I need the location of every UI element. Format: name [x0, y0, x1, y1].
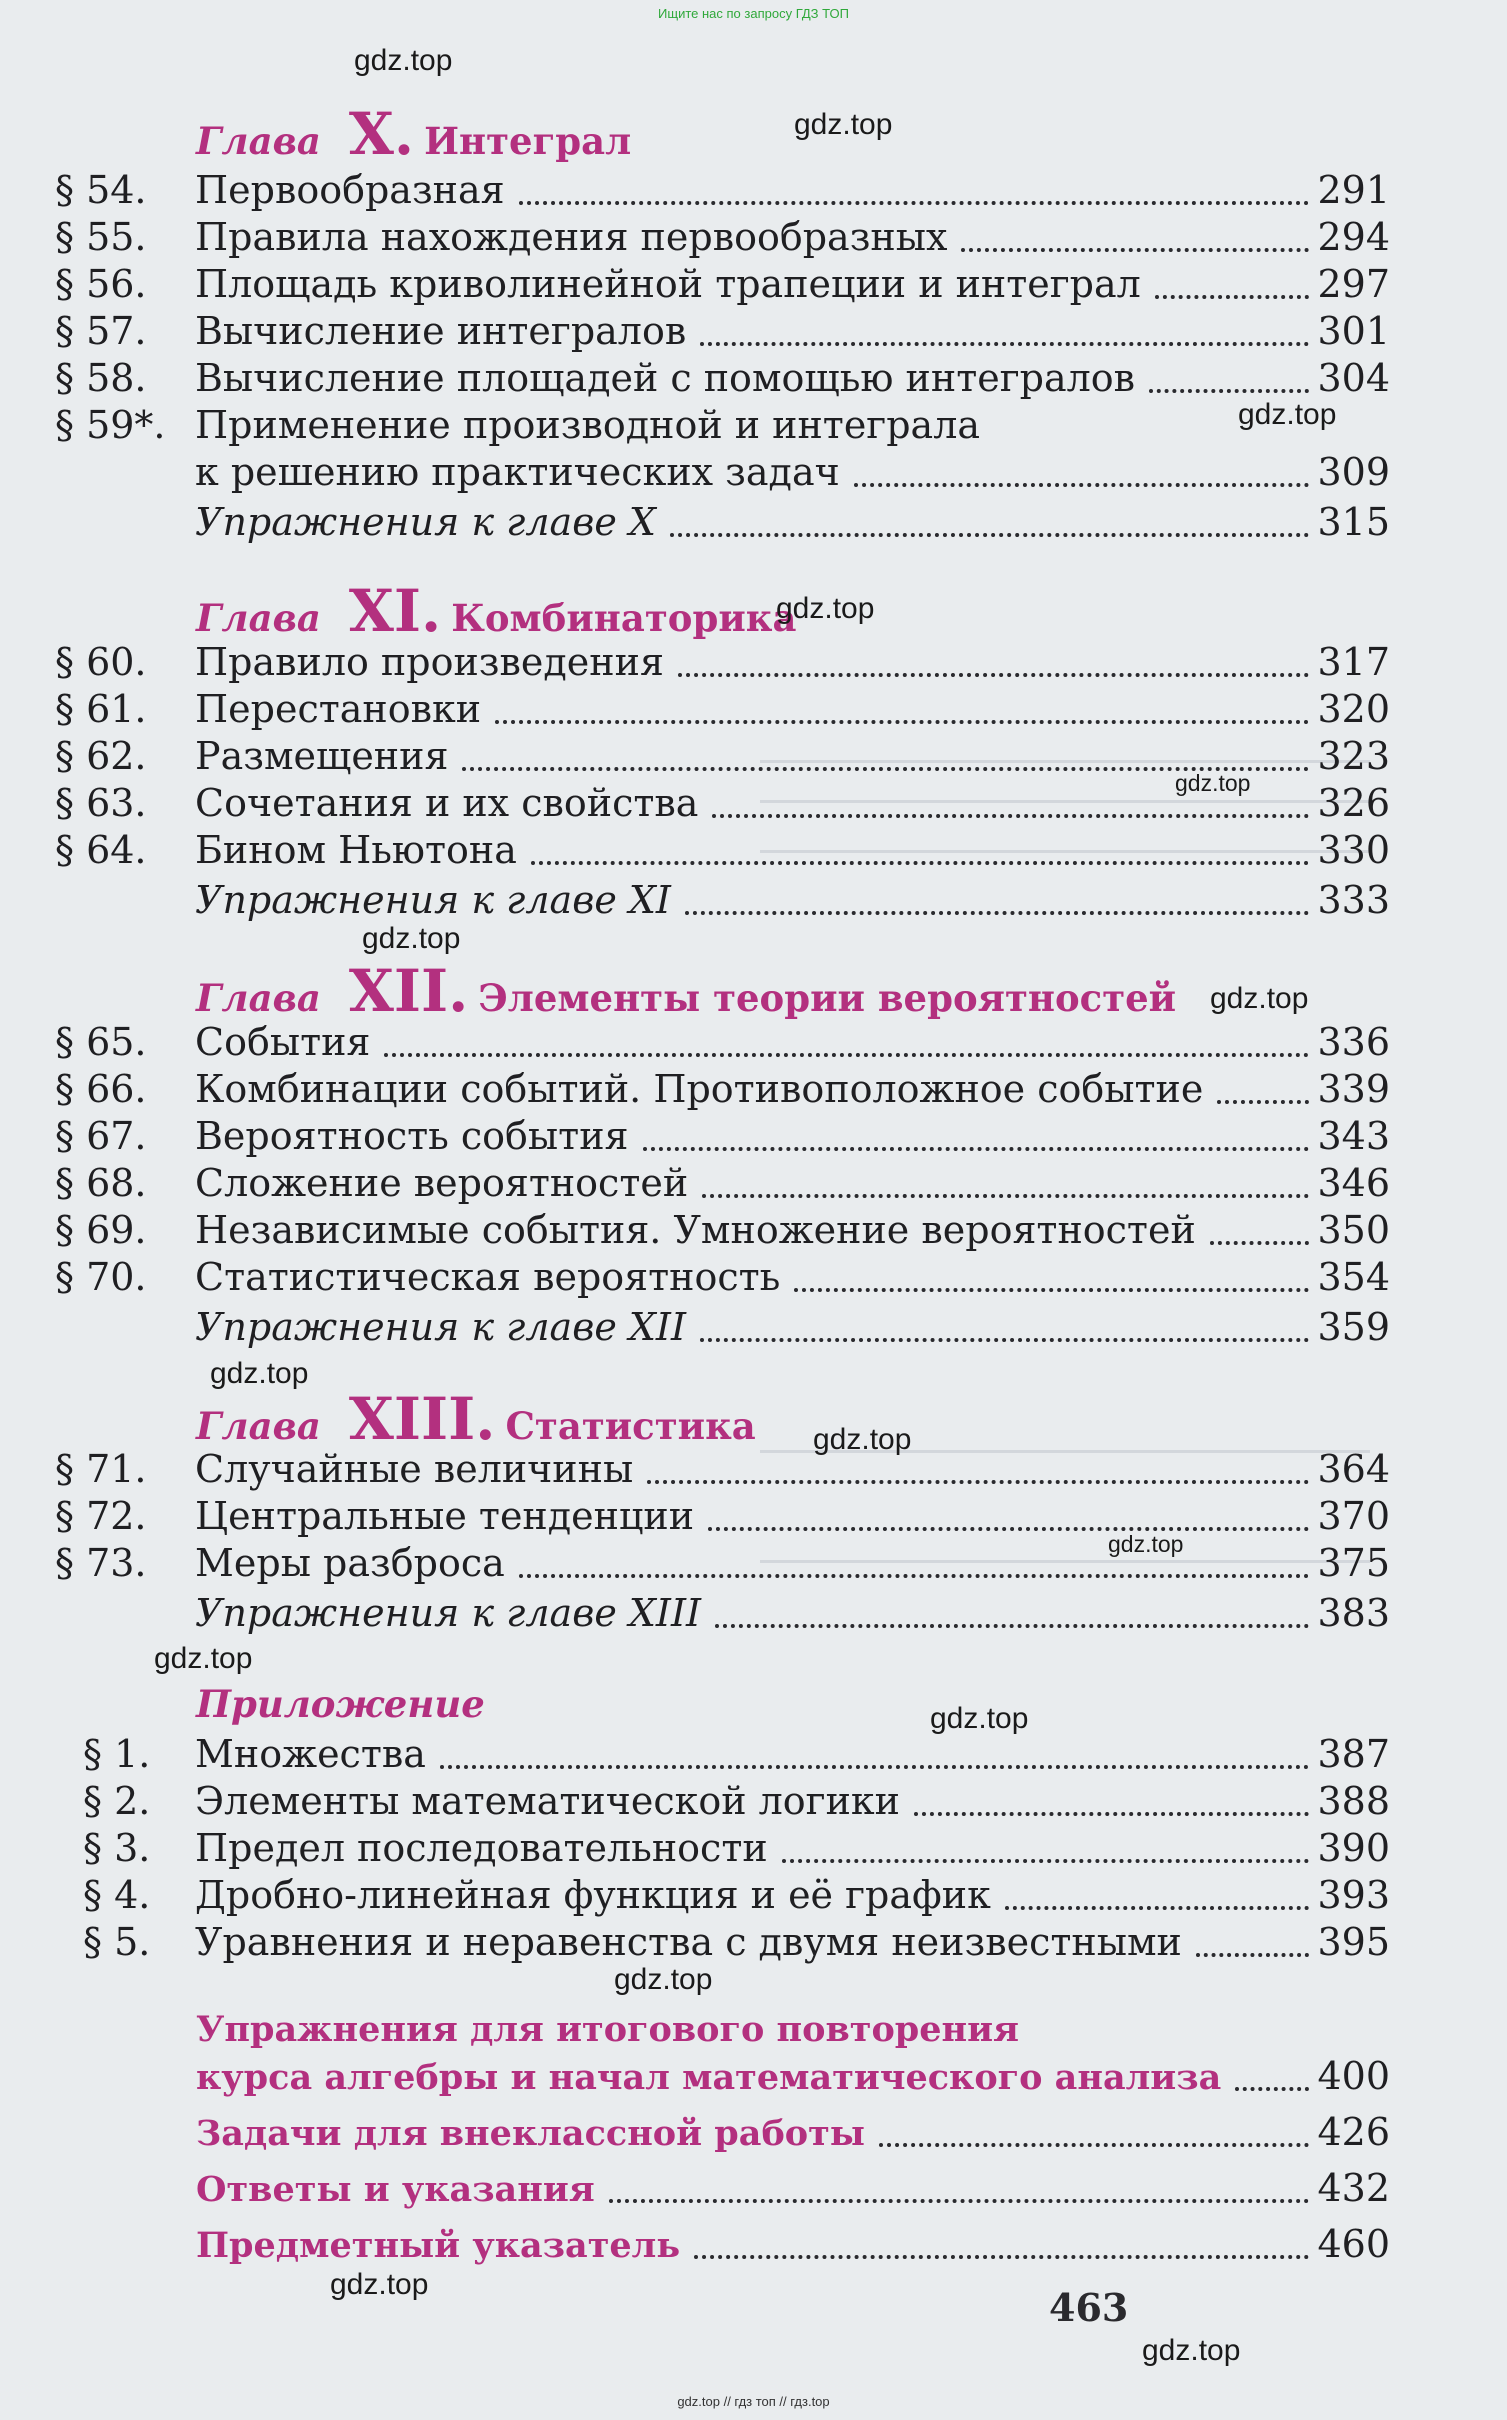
toc-entry[interactable]: [55, 450, 1390, 496]
toc-entry[interactable]: [55, 878, 1390, 924]
dot-leader: [708, 1523, 1309, 1531]
dot-leader: [519, 1570, 1310, 1578]
dot-leader: [440, 1761, 1310, 1769]
page-number-footer: 463: [1049, 2285, 1129, 2330]
section-number: § 55.: [55, 215, 147, 259]
watermark: gdz.top: [1238, 398, 1337, 431]
appendix-heading: Приложение: [196, 1682, 485, 1726]
watermark: gdz.top: [1175, 770, 1251, 796]
entry-title: Сочетания и их свойства: [195, 781, 699, 825]
entry-title: Множества: [195, 1732, 426, 1776]
dot-leader: [384, 1049, 1309, 1057]
dot-leader: [678, 669, 1310, 677]
section-number: § 57.: [55, 309, 147, 353]
entry-title: Уравнения и неравенства с двумя неизвестными: [195, 1920, 1182, 1964]
chapter-title: Интеграл: [424, 119, 632, 163]
entry-title: Площадь криволинейной трапеции и интеграл: [195, 262, 1141, 306]
section-number: § 70.: [55, 1255, 147, 1299]
dot-leader: [1005, 1902, 1310, 1910]
page-number: 343: [1317, 1114, 1390, 1158]
entry-title: Ответы и указания: [196, 2169, 595, 2210]
section-number: § 61.: [55, 687, 147, 731]
toc-entry[interactable]: [55, 828, 1390, 874]
page-number: 375: [1317, 1541, 1390, 1585]
entry-title: Дробно-линейная функция и её график: [195, 1873, 991, 1917]
section-number: § 73.: [55, 1541, 147, 1585]
chapter-word: Глава: [196, 1404, 321, 1448]
section-number: § 3.: [83, 1826, 151, 1870]
chapter-numeral: XII.: [348, 957, 469, 1025]
chapter-title: Статистика: [505, 1404, 756, 1448]
dot-leader: [879, 2139, 1310, 2147]
dot-leader: [702, 1190, 1309, 1198]
watermark: gdz.top: [362, 922, 461, 955]
dot-leader: [1196, 1949, 1310, 1957]
entry-title: Вычисление интегралов: [195, 309, 687, 353]
page-number: 304: [1317, 356, 1390, 400]
chapter-numeral: X.: [348, 100, 415, 168]
toc-entry-extracurricular[interactable]: [196, 2110, 1390, 2156]
page-number: 297: [1317, 262, 1390, 306]
chapter-heading: [196, 577, 796, 645]
toc-entry[interactable]: [55, 1447, 1390, 1493]
page-number: 339: [1317, 1067, 1390, 1111]
dot-leader: [854, 479, 1310, 487]
section-number: § 62.: [55, 734, 147, 778]
chapter-word: Глава: [196, 119, 321, 163]
section-number: § 71.: [55, 1447, 147, 1491]
watermark: gdz.top: [210, 1357, 309, 1390]
entry-title: Сложение вероятностей: [195, 1161, 689, 1205]
toc-entry[interactable]: [55, 640, 1390, 686]
entry-title: Упражнения к главе XII: [195, 1305, 686, 1349]
section-number: § 63.: [55, 781, 147, 825]
toc-entry[interactable]: [55, 1494, 1390, 1540]
entry-title: Независимые события. Умножение вероятностей: [195, 1208, 1196, 1252]
watermark: gdz.top: [154, 1642, 253, 1675]
page-number: 364: [1317, 1447, 1390, 1491]
section-number: § 64.: [55, 828, 147, 872]
page-number: 395: [1317, 1920, 1390, 1964]
entry-title: Случайные величины: [195, 1447, 634, 1491]
watermark: gdz.top: [1210, 982, 1309, 1015]
dot-leader: [1149, 385, 1309, 393]
section-number: § 58.: [55, 356, 147, 400]
dot-leader: [961, 244, 1309, 252]
toc-entry[interactable]: [55, 1305, 1390, 1351]
toc-entry[interactable]: [55, 403, 1390, 449]
page-number: 301: [1317, 309, 1390, 353]
entry-title: Бином Ньютона: [195, 828, 517, 872]
page-number: 400: [1317, 2054, 1390, 2098]
toc-entry-answers[interactable]: [196, 2166, 1390, 2212]
watermark: gdz.top: [1108, 1531, 1184, 1557]
watermark: gdz.top: [776, 592, 875, 625]
review-heading-line1[interactable]: Упражнения для итогового повторения: [196, 2009, 1019, 2050]
watermark: gdz.top: [794, 108, 893, 141]
page-number: 333: [1317, 878, 1390, 922]
dot-leader: [1155, 291, 1310, 299]
page-number: 346: [1317, 1161, 1390, 1205]
toc-entry-review[interactable]: [196, 2054, 1390, 2100]
page-number: 390: [1317, 1826, 1390, 1870]
dot-leader: [1210, 1237, 1310, 1245]
entry-title: События: [195, 1020, 371, 1064]
entry-title: Применение производной и интеграла: [195, 403, 980, 447]
dot-leader: [700, 338, 1309, 346]
entry-title: Упражнения к главе XI: [195, 878, 671, 922]
toc-entry[interactable]: [55, 1161, 1390, 1207]
section-number: § 1.: [83, 1732, 151, 1776]
dot-leader: [609, 2195, 1310, 2203]
page-number: 393: [1317, 1873, 1390, 1917]
entry-title: Предметный указатель: [196, 2225, 681, 2266]
section-number: § 54.: [55, 168, 147, 212]
page-number: 323: [1317, 734, 1390, 778]
watermark: gdz.top: [354, 44, 453, 77]
section-number: § 68.: [55, 1161, 147, 1205]
page-number: 359: [1317, 1305, 1390, 1349]
toc-entry[interactable]: [55, 500, 1390, 546]
toc-entry[interactable]: [55, 1541, 1390, 1587]
entry-title: Центральные тенденции: [195, 1494, 695, 1538]
page-number: 383: [1317, 1591, 1390, 1635]
toc-entry[interactable]: [55, 1020, 1390, 1066]
section-number: § 69.: [55, 1208, 147, 1252]
watermark: gdz.top: [1142, 2334, 1241, 2367]
entry-title: Первообразная: [195, 168, 505, 212]
toc-entry[interactable]: [55, 1591, 1390, 1637]
entry-title: Упражнения к главе X: [195, 500, 656, 544]
section-number: § 72.: [55, 1494, 147, 1538]
chapter-heading: [196, 1385, 756, 1453]
toc-entry[interactable]: [55, 356, 1390, 402]
entry-title: Предел последовательности: [195, 1826, 768, 1870]
entry-title: Элементы математической логики: [195, 1779, 900, 1823]
entry-title: Правило произведения: [195, 640, 664, 684]
page-number: 387: [1317, 1732, 1390, 1776]
entry-title: Вычисление площадей с помощью интегралов: [195, 356, 1136, 400]
dot-leader: [794, 1284, 1309, 1292]
section-number: § 59*.: [55, 403, 166, 447]
dot-leader: [495, 716, 1309, 724]
dot-leader: [694, 2251, 1309, 2259]
page-number: 291: [1317, 168, 1390, 212]
page-number: 326: [1317, 781, 1390, 825]
entry-title: Меры разброса: [195, 1541, 505, 1585]
toc-entry[interactable]: [55, 1732, 1390, 1778]
page-number: 320: [1317, 687, 1390, 731]
entry-title: Задачи для внеклассной работы: [196, 2113, 865, 2154]
chapter-title: Комбинаторика: [451, 596, 797, 640]
dot-leader: [914, 1808, 1310, 1816]
page-number: 317: [1317, 640, 1390, 684]
entry-title: Комбинации событий. Противоположное событие: [195, 1067, 1204, 1111]
toc-entry[interactable]: [55, 1208, 1390, 1254]
page-number: 370: [1317, 1494, 1390, 1538]
dot-leader: [670, 529, 1310, 537]
toc-entry[interactable]: [55, 309, 1390, 355]
toc-entry[interactable]: [55, 1779, 1390, 1825]
section-number: § 66.: [55, 1067, 147, 1111]
dot-leader: [643, 1143, 1310, 1151]
section-number: § 56.: [55, 262, 147, 306]
dot-leader: [782, 1855, 1310, 1863]
toc-entry[interactable]: [55, 168, 1390, 214]
chapter-heading: [196, 957, 1176, 1025]
dot-leader: [1235, 2083, 1309, 2091]
watermark: gdz.top: [614, 1963, 713, 1996]
chapter-title: Элементы теории вероятностей: [478, 976, 1177, 1020]
entry-title: Статистическая вероятность: [195, 1255, 781, 1299]
page-number: 460: [1317, 2222, 1390, 2266]
entry-title: к решению практических задач: [195, 450, 840, 494]
header-note: Ищите нас по запросу ГДЗ ТОП: [658, 6, 849, 21]
section-number: § 5.: [83, 1920, 151, 1964]
dot-leader: [712, 810, 1309, 818]
entry-title: курса алгебры и начал математического анализа: [196, 2057, 1222, 2098]
toc-entry[interactable]: [55, 1067, 1390, 1113]
entry-title: Упражнения к главе XIII: [195, 1591, 701, 1635]
dot-leader: [715, 1620, 1310, 1628]
dot-leader: [519, 197, 1310, 205]
entry-title: Правила нахождения первообразных: [195, 215, 948, 259]
page-number: 330: [1317, 828, 1390, 872]
page-number: 432: [1317, 2166, 1390, 2210]
page-number: 388: [1317, 1779, 1390, 1823]
page-number: 336: [1317, 1020, 1390, 1064]
toc-entry[interactable]: [55, 1873, 1390, 1919]
chapter-word: Глава: [196, 596, 321, 640]
chapter-numeral: XI.: [348, 577, 442, 645]
toc-entry[interactable]: [55, 215, 1390, 261]
section-number: § 2.: [83, 1779, 151, 1823]
section-number: § 60.: [55, 640, 147, 684]
section-number: § 65.: [55, 1020, 147, 1064]
section-number: § 67.: [55, 1114, 147, 1158]
entry-title: Вероятность события: [195, 1114, 629, 1158]
page-number: 350: [1317, 1208, 1390, 1252]
toc-entry[interactable]: [55, 1826, 1390, 1872]
watermark: gdz.top: [813, 1423, 912, 1456]
page-number: 294: [1317, 215, 1390, 259]
page-number: 354: [1317, 1255, 1390, 1299]
toc-entry-index[interactable]: [196, 2222, 1390, 2268]
toc-entry[interactable]: [55, 262, 1390, 308]
chapter-word: Глава: [196, 976, 321, 1020]
chapter-heading: [196, 100, 631, 168]
toc-entry[interactable]: [55, 1920, 1390, 1966]
chapter-numeral: XIII.: [348, 1385, 496, 1453]
dot-leader: [1217, 1096, 1309, 1104]
toc-entry[interactable]: [55, 687, 1390, 733]
section-number: § 4.: [83, 1873, 151, 1917]
toc-entry[interactable]: [55, 1255, 1390, 1301]
footer-note: gdz.top // гдз топ // гдз.top: [677, 2394, 830, 2409]
page-number: 426: [1317, 2110, 1390, 2154]
entry-title: Перестановки: [195, 687, 482, 731]
entry-title: Размещения: [195, 734, 449, 778]
watermark: gdz.top: [930, 1702, 1029, 1735]
dot-leader: [647, 1476, 1309, 1484]
dot-leader: [531, 857, 1310, 865]
toc-entry[interactable]: [55, 1114, 1390, 1160]
dot-leader: [700, 1334, 1310, 1342]
page-number: 315: [1317, 500, 1390, 544]
dot-leader: [685, 907, 1310, 915]
watermark: gdz.top: [330, 2268, 429, 2301]
page-number: 309: [1317, 450, 1390, 494]
